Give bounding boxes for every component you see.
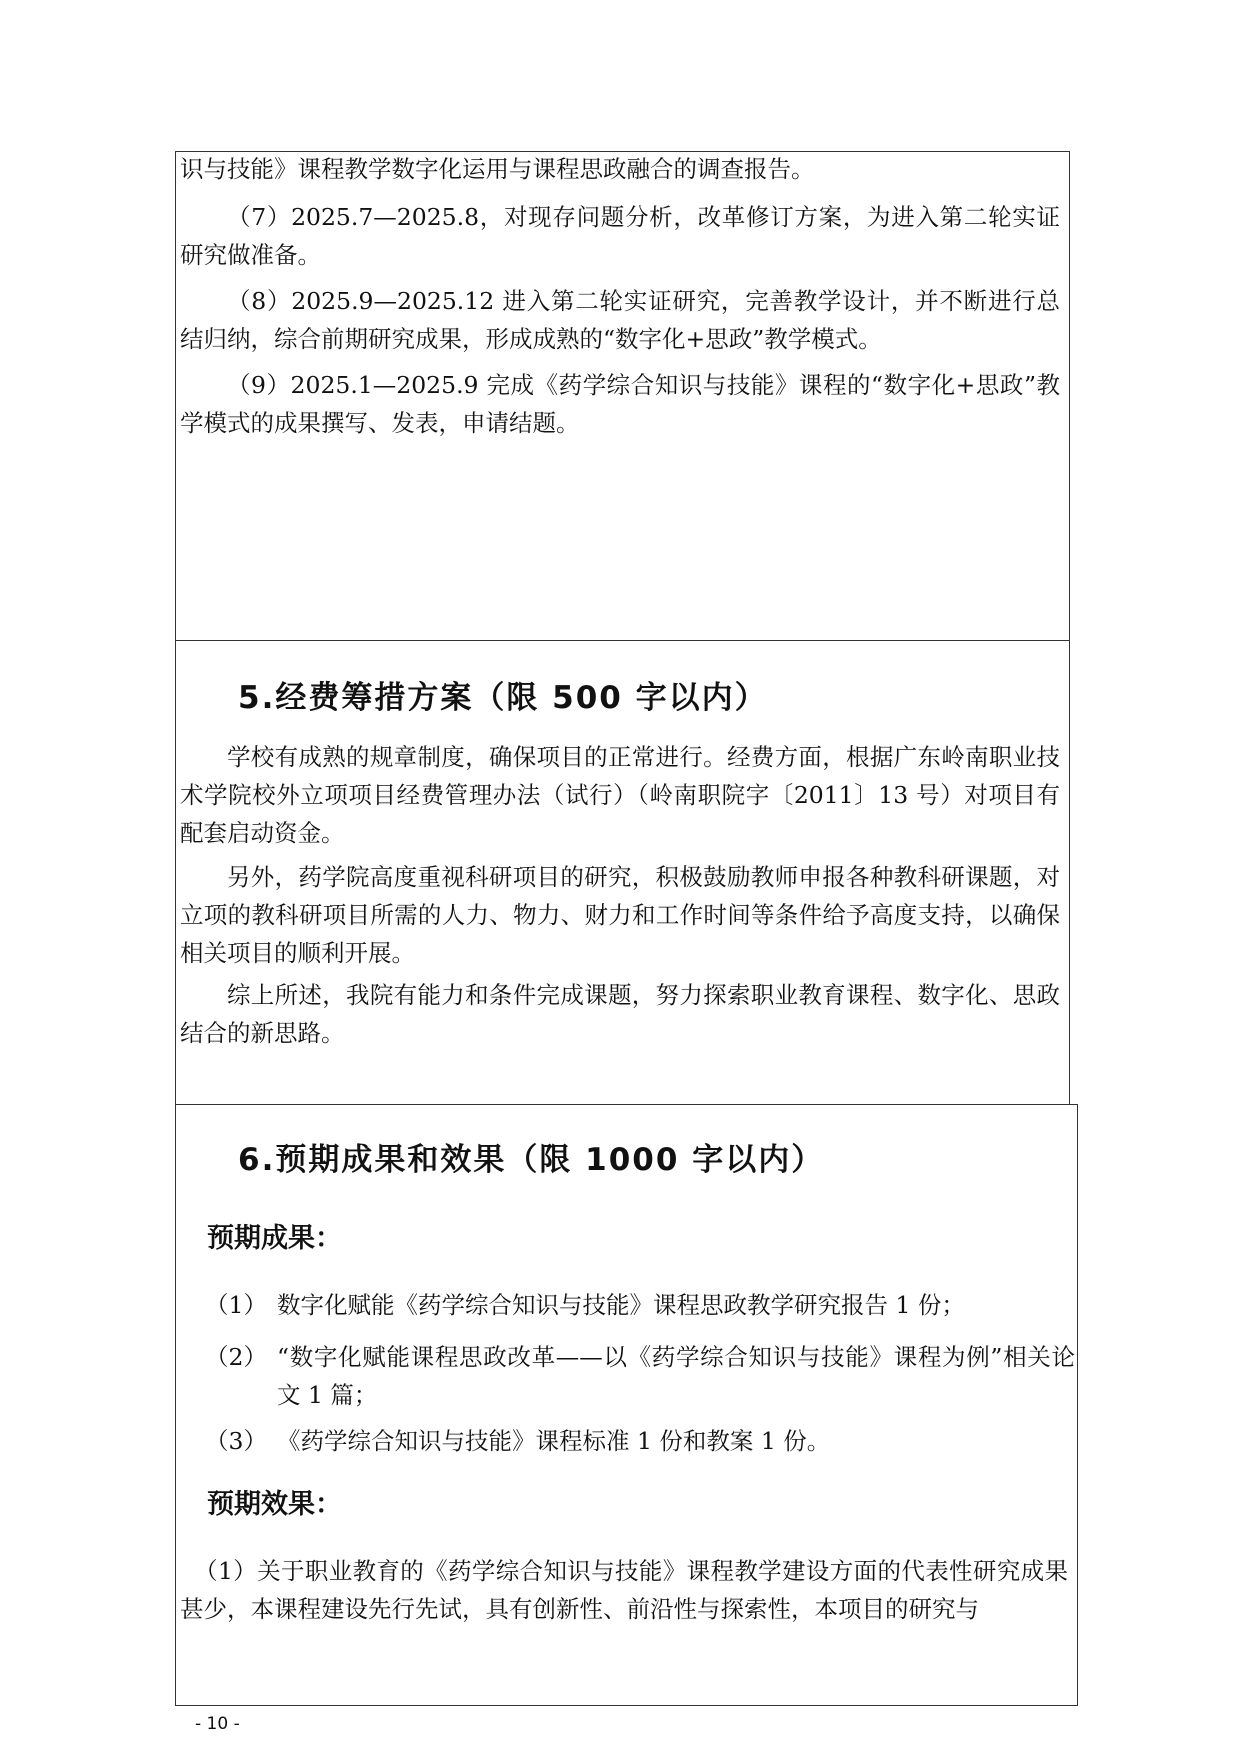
funding-paragraph-3: 综上所述，我院有能力和条件完成课题，努力探索职业教育课程、数字化、思政结合的新思路。 (180, 981, 1060, 1047)
outcome-number: （2） (205, 1343, 267, 1371)
section6-heading: 6.预期成果和效果（限 1000 字以内） (238, 1142, 825, 1178)
outcome-number: （3） (205, 1427, 267, 1455)
outcome-number: （1） (205, 1291, 267, 1319)
schedule-item-9: （9）2025.1—2025.9 完成《药学综合知识与技能》课程的“数字化+思政”教学模式的成果撰写、发表，申请结题。 (180, 371, 1060, 437)
outcome-text: 数字化赋能《药学综合知识与技能》课程思政教学研究报告 1 份； (277, 1291, 965, 1319)
expected-effects-title: 预期效果： (207, 1489, 342, 1520)
funding-paragraph-1: 学校有成熟的规章制度，确保项目的正常进行。经费方面，根据广东岭南职业技术学院校外立项项目经费管理办法（试行）（岭南职院字〔2011〕13 号）对项目有配套启动资金。 (180, 743, 1060, 847)
section5-heading: 5.经费筹措方案（限 500 字以内） (238, 680, 768, 716)
schedule-top-text: 识与技能》课程教学数字化运用与课程思政融合的调查报告。 (180, 155, 815, 183)
effects-paragraph-1: （1）关于职业教育的《药学综合知识与技能》课程教学建设方面的代表性研究成果甚少，本课程建设先行先试，具有创新性、前沿性与探索性，本项目的研究与 (180, 1557, 1068, 1623)
funding-paragraph-2: 另外，药学院高度重视科研项目的研究，积极鼓励教师申报各种教科研课题，对立项的教科研项目所需的人力、物力、财力和工作时间等条件给予高度支持，以确保相关项目的顺利开展。 (180, 863, 1060, 967)
schedule-item-7: （7）2025.7—2025.8，对现存问题分析，改革修订方案，为进入第二轮实证研究做准备。 (180, 203, 1060, 269)
schedule-item-8: （8）2025.9—2025.12 进入第二轮实证研究，完善教学设计，并不断进行总结归纳，综合前期研究成果，形成成熟的“数字化+思政”教学模式。 (180, 287, 1060, 353)
outcome-text: “数字化赋能课程思政改革——以《药学综合知识与技能》课程为例”相关论文 1 篇； (277, 1343, 1075, 1409)
outcome-text: 《药学综合知识与技能》课程标准 1 份和教案 1 份。 (277, 1427, 831, 1455)
expected-outcomes-title: 预期成果： (207, 1223, 342, 1254)
page-number: - 10 - (195, 1714, 240, 1734)
